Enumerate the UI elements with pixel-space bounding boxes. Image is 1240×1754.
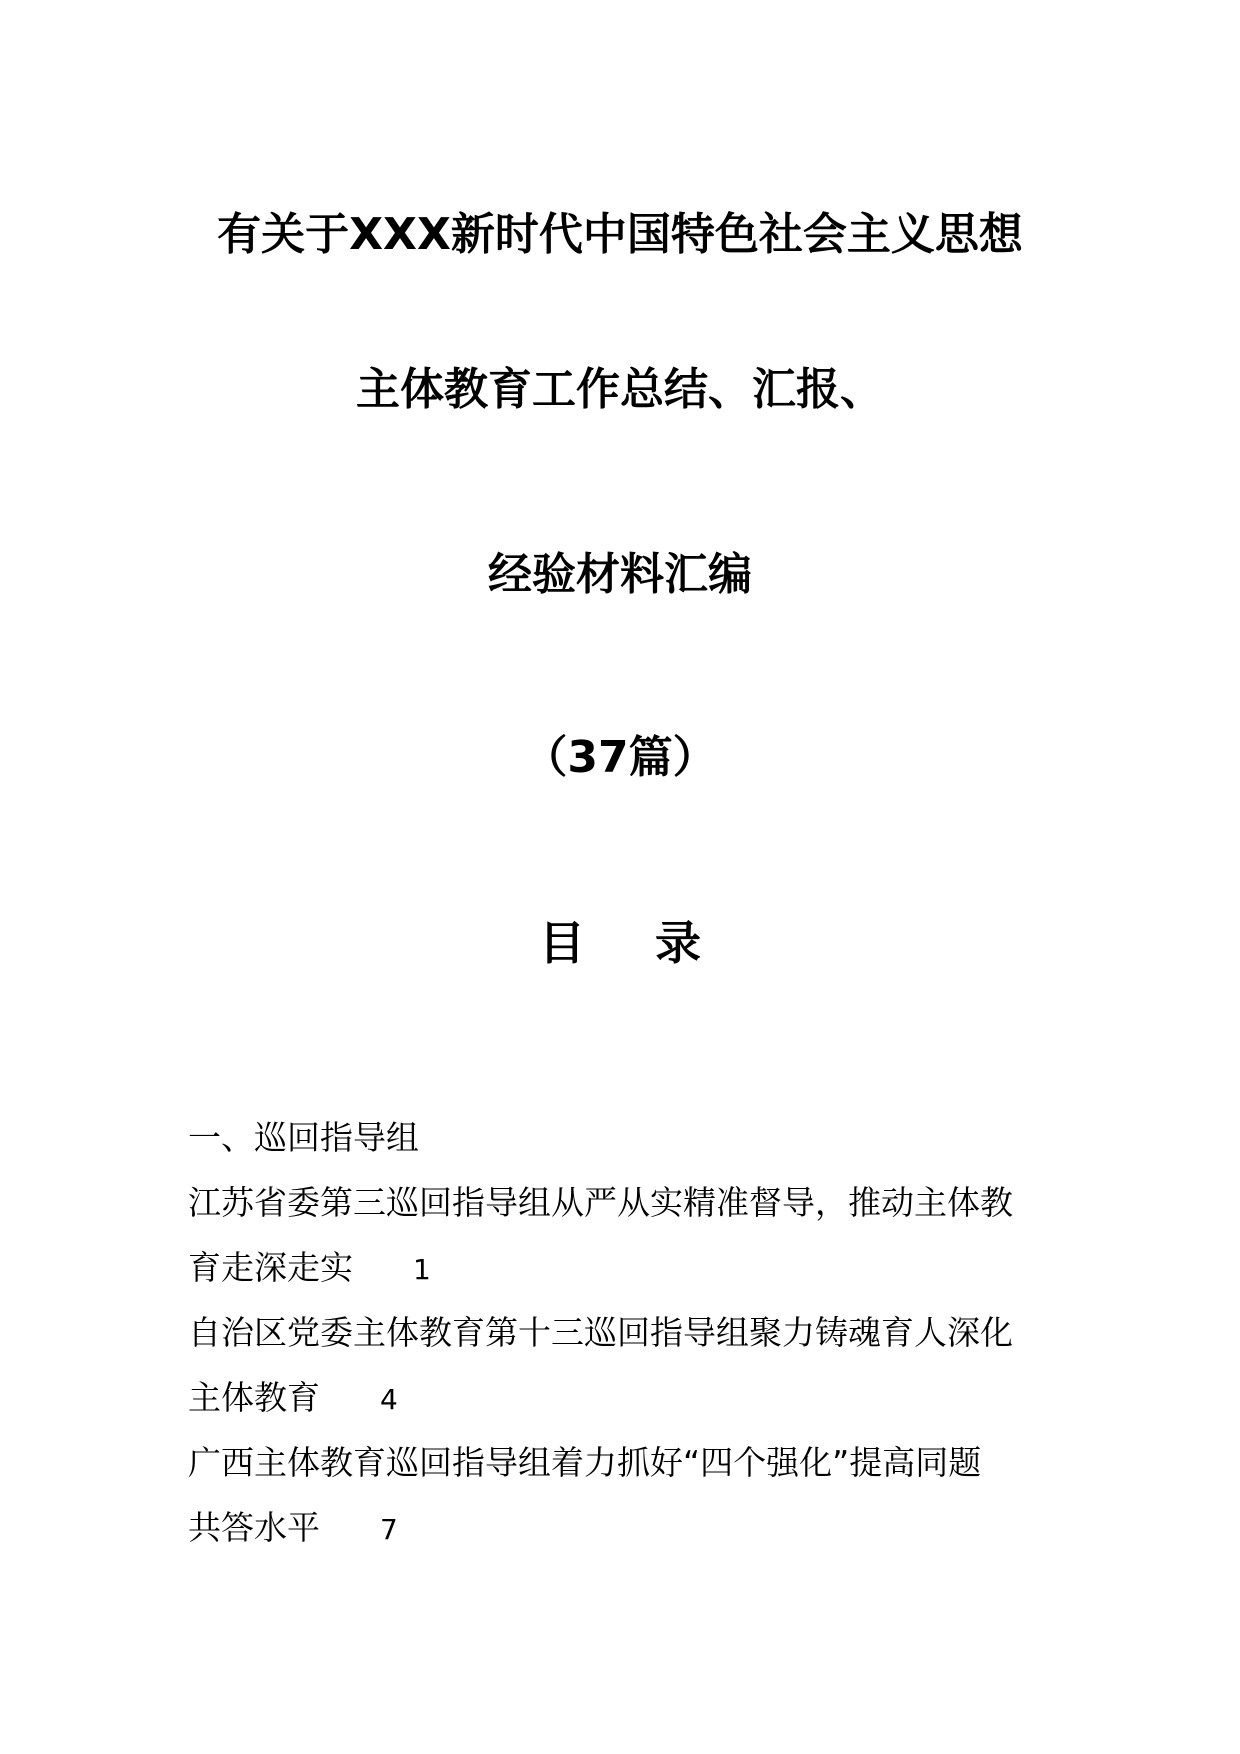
title-count: （37篇） (523, 732, 717, 783)
toc-entry-2-text: 主体教育 (188, 1378, 320, 1417)
toc-entry-2-line-1: 自治区党委主体教育第十三巡回指导组聚力铸魂育人深化 (188, 1313, 1013, 1352)
toc-section-title: 一、巡回指导组 (188, 1118, 419, 1157)
toc-heading: 目录 (539, 916, 771, 970)
toc-entry-3-text: 共答水平 (188, 1508, 320, 1547)
toc-entry-1-line-1: 江苏省委第三巡回指导组从严从实精准督导，推动主体教 (188, 1183, 1013, 1222)
toc-entry-2-page: 4 (380, 1383, 398, 1416)
toc-entry-1-page: 1 (413, 1253, 431, 1286)
toc-entry-1-line-2 (188, 1235, 1068, 1300)
toc-entry-3-page: 7 (380, 1513, 398, 1546)
title-line-2: 主体教育工作总结、汇报、 (356, 364, 884, 415)
title-line-1: 有关于XXX新时代中国特色社会主义思想 (217, 209, 1023, 260)
toc-entry-3-line-2 (188, 1495, 1068, 1560)
toc-entry-2-line-2 (188, 1365, 1068, 1430)
toc-entry-1-text: 育走深走实 (188, 1248, 353, 1287)
table-of-contents (188, 1105, 1068, 1560)
title-line-3: 经验材料汇编 (488, 549, 752, 600)
toc-entry-3-line-1: 广西主体教育巡回指导组着力抓好“四个强化”提高同题 (188, 1443, 982, 1482)
